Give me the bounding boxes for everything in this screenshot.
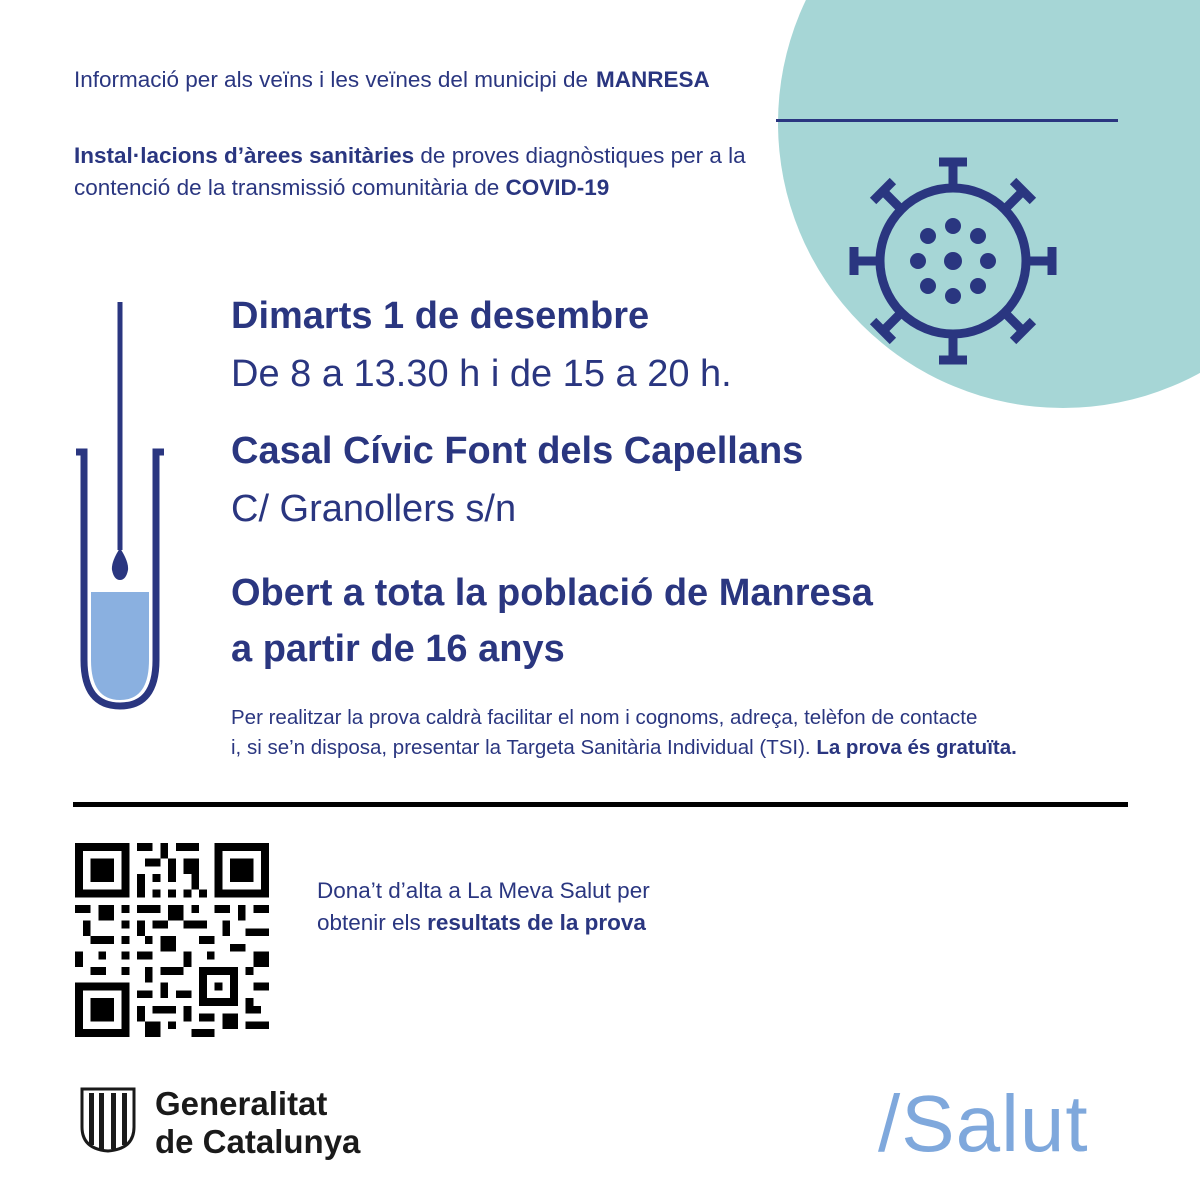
section-divider — [73, 802, 1128, 807]
qr-code[interactable] — [75, 843, 269, 1037]
gencat-bars-logo — [80, 1087, 136, 1153]
free-test-note: La prova és gratuïta. — [816, 736, 1017, 759]
event-hours: De 8 a 13.30 h i de 15 a 20 h. — [231, 353, 732, 395]
header-underline — [776, 119, 1118, 122]
virus-icon — [840, 148, 1066, 374]
event-place: Casal Cívic Font dels Capellans — [231, 430, 804, 472]
event-audience: Obert a tota la població de Manresa a partir de 16 anys — [231, 572, 873, 670]
subtitle: Instal·lacions d’àrees sanitàries de proves diagnòstiques per a la contenció de la transmissió comunitària de COVID-19 — [74, 143, 746, 200]
intro-text: Informació per als veïns i les veïnes del municipi de MANRESA — [74, 67, 710, 92]
event-date: Dimarts 1 de desembre — [231, 295, 650, 337]
event-address: C/ Granollers s/n — [231, 488, 517, 530]
test-tube-swab-icon — [70, 300, 170, 710]
signup-text: Dona’t d’alta a La Meva Salut per obtenir els resultats de la prova — [317, 878, 650, 935]
salut-logo: /Salut — [878, 1079, 1089, 1168]
requirements-note: Per realitzar la prova caldrà facilitar el nom i cognoms, adreça, telèfon de contacte i, si se’n disposa, presentar la Targeta Sanitària Individual (TSI). La prova és gratuïta. — [231, 706, 1017, 759]
generalitat-logo-text: Generalitat de Catalunya — [155, 1085, 361, 1160]
municipality-name: MANRESA — [596, 67, 710, 92]
